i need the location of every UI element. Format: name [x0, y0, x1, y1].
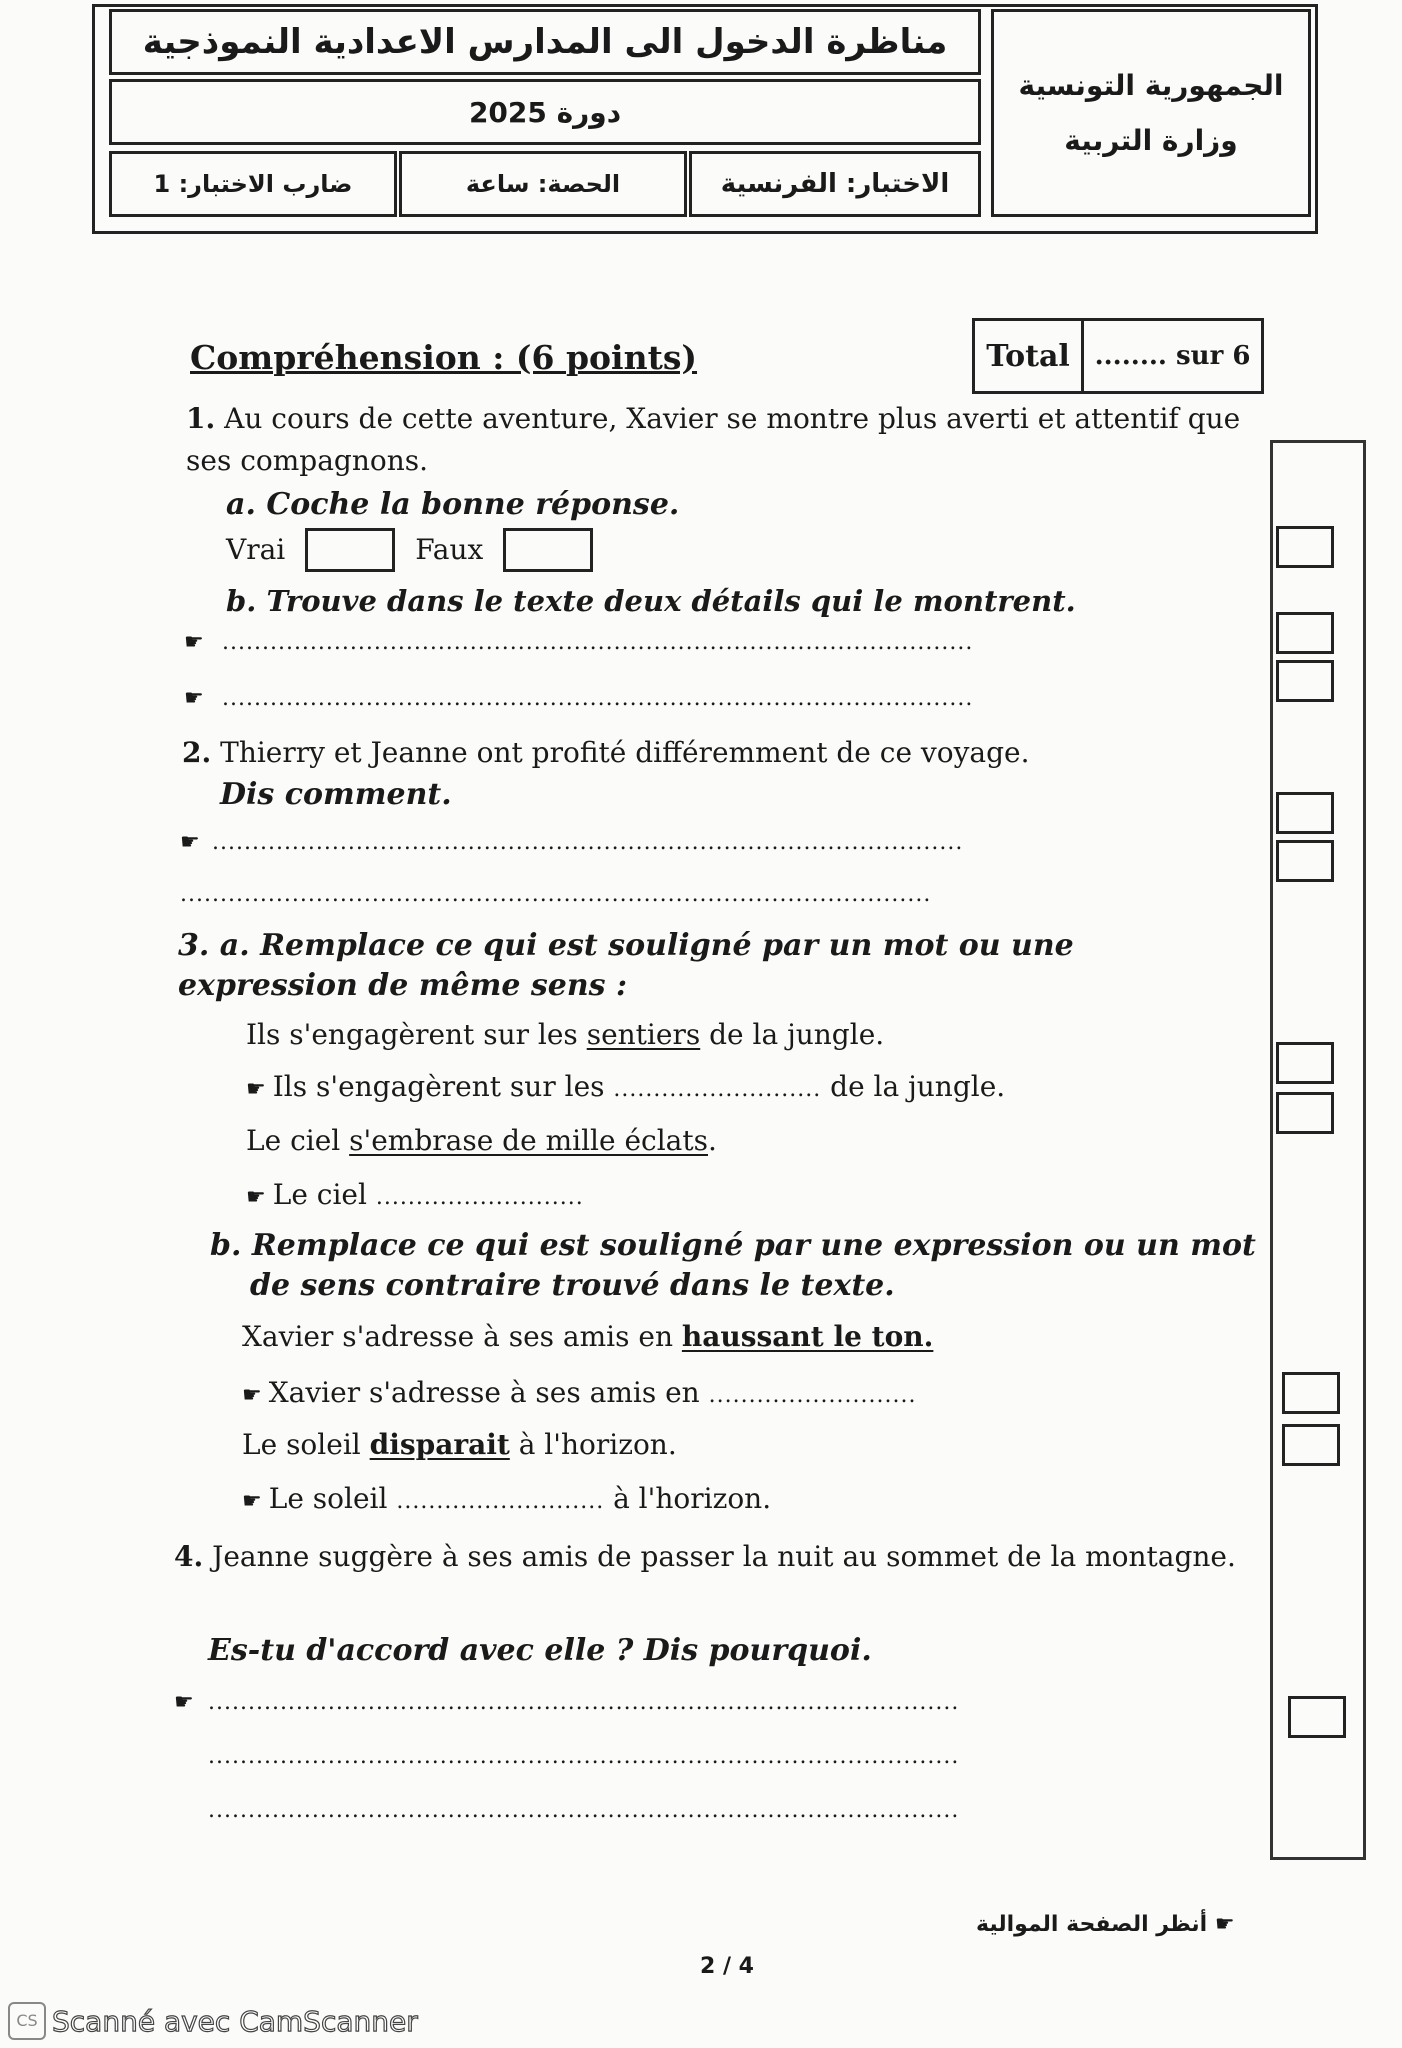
- q3-s2-before: Le ciel: [246, 1124, 350, 1157]
- q1-choices: [226, 528, 593, 572]
- q3-s1-underlined: sentiers: [586, 1018, 701, 1051]
- contest-title: مناظرة الدخول الى المدارس الاعدادية النموذجية: [109, 9, 981, 75]
- hand-pointer-icon: ☛: [180, 830, 200, 855]
- faux-checkbox[interactable]: [503, 528, 593, 572]
- answer-line-3a-1[interactable]: ..........................: [613, 1077, 822, 1102]
- q3-a1-after: de la jungle.: [821, 1070, 1006, 1103]
- q4-text: Jeanne suggère à ses amis de passer la nuit au sommet de la montagne.: [212, 1540, 1236, 1573]
- scanner-label: Scanné avec CamScanner: [52, 2004, 418, 2038]
- hand-pointer-icon: ☛: [174, 1690, 194, 1715]
- answer-line-3b-2[interactable]: ..........................: [396, 1489, 605, 1514]
- q3-b-instruction: b. Remplace ce qui est souligné par une expression ou un mot de sens contraire trouvé dans le texte.: [210, 1228, 1256, 1303]
- q3-sentence-1: [246, 1014, 884, 1056]
- q1-text: Au cours de cette aventure, Xavier se montre plus averti et attentif que ses compagnons.: [186, 402, 1241, 477]
- faux-label: Faux: [415, 533, 484, 566]
- score-box-2-2[interactable]: [1276, 840, 1334, 882]
- answer-line-1b-1[interactable]: ..............................................................................................: [222, 630, 974, 655]
- exam-header: [92, 4, 1318, 234]
- answer-line-2-2[interactable]: ..............................................................................................: [180, 882, 932, 907]
- q3-a-instruction: a. Remplace ce qui est souligné par un mot ou une expression de même sens :: [178, 928, 1074, 1003]
- coefficient-label: ضارب الاختبار: 1: [109, 151, 397, 217]
- section-title: Compréhension : (6 points): [190, 338, 698, 377]
- next-page-note: [976, 1912, 1235, 1937]
- camscanner-logo-icon: CS: [8, 2002, 46, 2040]
- q3-a4-before: Le soleil: [268, 1482, 397, 1515]
- hand-pointer-icon: ☛: [246, 1077, 273, 1102]
- q3-a4-after: à l'horizon.: [604, 1482, 772, 1515]
- hand-pointer-icon: ☛: [242, 1383, 269, 1408]
- q3-sentence-3: [242, 1316, 933, 1358]
- camscanner-watermark: [8, 2002, 418, 2040]
- q3-s3-before: Xavier s'adresse à ses amis en: [242, 1320, 682, 1353]
- subject-label: الاختبار: الفرنسية: [689, 151, 981, 217]
- answer-line-2-1[interactable]: ..............................................................................................: [212, 830, 964, 855]
- q3-answer-4: [242, 1478, 771, 1523]
- q3-s1-before: Ils s'engagèrent sur les: [246, 1018, 587, 1051]
- question-2: [182, 732, 1030, 774]
- total-box: [972, 318, 1264, 394]
- answer-line-4-1[interactable]: ..............................................................................................: [208, 1690, 960, 1715]
- hand-pointer-icon: ☛: [1207, 1912, 1235, 1937]
- session-label: دورة 2025: [109, 79, 981, 145]
- score-box-1a[interactable]: [1276, 526, 1334, 568]
- q3-a3-before: Xavier s'adresse à ses amis en: [268, 1376, 709, 1409]
- q3-sentence-4: [242, 1424, 677, 1466]
- q4-number: 4.: [174, 1540, 204, 1573]
- q3-s1-after: de la jungle.: [700, 1018, 885, 1051]
- q3-a2-before: Le ciel: [272, 1178, 376, 1211]
- hand-pointer-icon: ☛: [242, 1489, 269, 1514]
- answer-line-3b-1[interactable]: ..........................: [708, 1383, 917, 1408]
- score-box-4[interactable]: [1288, 1696, 1346, 1738]
- q2-number: 2.: [182, 736, 212, 769]
- ministry-block: [991, 9, 1311, 217]
- q2-instruction: Dis comment.: [220, 777, 452, 812]
- q1-a-instruction: a. Coche la bonne réponse.: [226, 487, 680, 522]
- total-label: Total: [975, 321, 1084, 391]
- q3-s3-underlined: haussant le ton.: [681, 1320, 934, 1353]
- hand-pointer-icon: ☛: [184, 630, 204, 655]
- q4-instruction: Es-tu d'accord avec elle ? Dis pourquoi.: [208, 1633, 872, 1668]
- q3-sentence-2: [246, 1120, 717, 1162]
- answer-line-3a-2[interactable]: ..........................: [375, 1185, 584, 1210]
- q3-s4-after: à l'horizon.: [509, 1428, 677, 1461]
- q3-number: 3.: [178, 928, 210, 963]
- q1-number: 1.: [186, 402, 216, 435]
- question-4: [174, 1536, 1256, 1578]
- republic-label: الجمهورية التونسية: [1018, 69, 1284, 102]
- vrai-checkbox[interactable]: [305, 528, 395, 572]
- score-box-3b-1[interactable]: [1282, 1372, 1340, 1414]
- question-3a: [178, 926, 1218, 1006]
- q2-text: Thierry et Jeanne ont profité différemment de ce voyage.: [220, 736, 1030, 769]
- duration-label: الحصة: ساعة: [399, 151, 687, 217]
- vrai-label: Vrai: [226, 533, 286, 566]
- score-box-3a-1[interactable]: [1276, 1042, 1334, 1084]
- hand-pointer-icon: ☛: [184, 686, 204, 711]
- ministry-label: وزارة التربية: [1064, 124, 1238, 157]
- q3-a1-before: Ils s'engagèrent sur les: [272, 1070, 614, 1103]
- q3-s2-underlined: s'embrase de mille éclats: [349, 1124, 708, 1157]
- score-box-3b-2[interactable]: [1282, 1424, 1340, 1466]
- answer-line-1b-2[interactable]: ..............................................................................................: [222, 686, 974, 711]
- score-box-1b-1[interactable]: [1276, 612, 1334, 654]
- q3-s4-underlined: disparait: [369, 1428, 510, 1461]
- score-box-3a-2[interactable]: [1276, 1092, 1334, 1134]
- q1-b-instruction: b. Trouve dans le texte deux détails qui le montrent.: [226, 584, 1076, 618]
- answer-line-4-2[interactable]: ..............................................................................................: [208, 1744, 960, 1769]
- q3-answer-3: [242, 1372, 916, 1417]
- q3-s2-after: .: [707, 1124, 717, 1157]
- score-box-2-1[interactable]: [1276, 792, 1334, 834]
- hand-pointer-icon: ☛: [246, 1185, 273, 1210]
- next-page-label: أنظر الصفحة الموالية: [976, 1912, 1208, 1937]
- question-1: [186, 398, 1266, 482]
- q3-answer-1: [246, 1066, 1005, 1111]
- total-score: ........ sur 6: [1094, 341, 1251, 371]
- score-box-1b-2[interactable]: [1276, 660, 1334, 702]
- q3-answer-2: [246, 1174, 584, 1219]
- page-number: 2 / 4: [700, 1954, 754, 1979]
- q3-s4-before: Le soleil: [242, 1428, 370, 1461]
- answer-line-4-3[interactable]: ..............................................................................................: [208, 1798, 960, 1823]
